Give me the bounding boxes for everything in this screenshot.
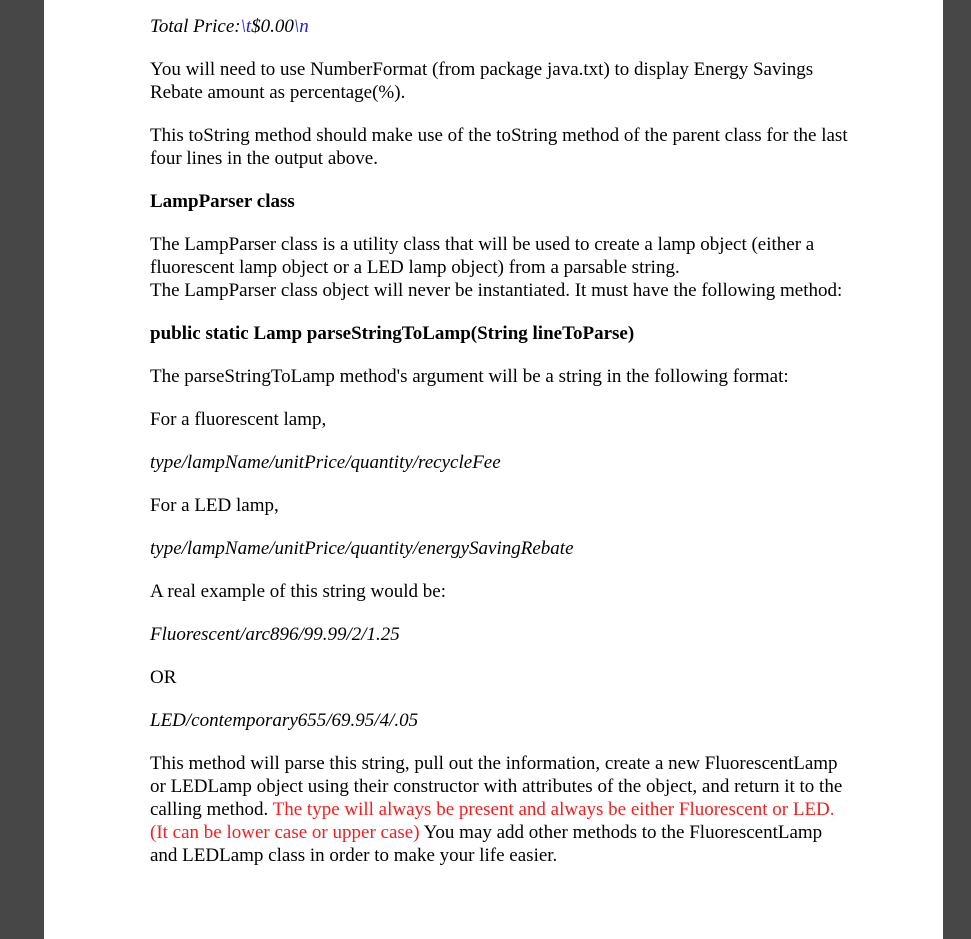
final-text-red: The type will always be present and always be either Fluorescent or LED. (It can be lower case or upper case) (150, 799, 835, 843)
final-text-b: You may add other methods to the FluorescentLamp and LEDLamp class in order to make your life easier. (150, 822, 823, 866)
argument-paragraph: The parseStringToLamp method's argument will be a string in the following format: (150, 366, 789, 387)
lampparser-line-2: The LampParser class object will never be instantiated. It must have the following method: (150, 280, 843, 301)
document-content (150, 15, 850, 887)
tab-escape: \t (240, 16, 252, 37)
lampparser-line-1: The LampParser class is a utility class that will be used to create a lamp object (either a fluorescent lamp object or a LED lamp object) from a parsable string. (150, 234, 815, 278)
numberformat-paragraph: You will need to use NumberFormat (from package java.txt) to display Energy Savings Rebate amount as percentage(%). (150, 59, 814, 103)
final-text-a: This method will parse this string, pull out the information, create a new FluorescentLamp or LEDLamp object using their constructor with attributes of the object, and return it to the calling method. (150, 753, 843, 820)
total-price-line (150, 15, 850, 38)
example-intro: A real example of this string would be: (150, 581, 447, 602)
lampparser-paragraph (150, 233, 850, 302)
tostring-paragraph: This toString method should make use of the toString method of the parent class for the last four lines in the output above. (150, 125, 848, 169)
newline-escape: \n (293, 16, 309, 37)
total-price-label: Total Price: (150, 16, 241, 37)
document-page (44, 0, 943, 939)
fluorescent-intro: For a fluorescent lamp, (150, 409, 327, 430)
led-intro: For a LED lamp, (150, 495, 279, 516)
fluorescent-example: Fluorescent/arc896/99.99/2/1.25 (150, 624, 400, 645)
or-text: OR (150, 667, 177, 688)
total-price-value: $0.00 (251, 16, 294, 37)
lampparser-heading: LampParser class (150, 191, 295, 212)
led-format: type/lampName/unitPrice/quantity/energySavingRebate (150, 538, 574, 559)
final-paragraph (150, 752, 850, 867)
method-signature: public static Lamp parseStringToLamp(String lineToParse) (150, 323, 635, 344)
fluorescent-format: type/lampName/unitPrice/quantity/recycleFee (150, 452, 501, 473)
led-example: LED/contemporary655/69.95/4/.05 (150, 710, 419, 731)
